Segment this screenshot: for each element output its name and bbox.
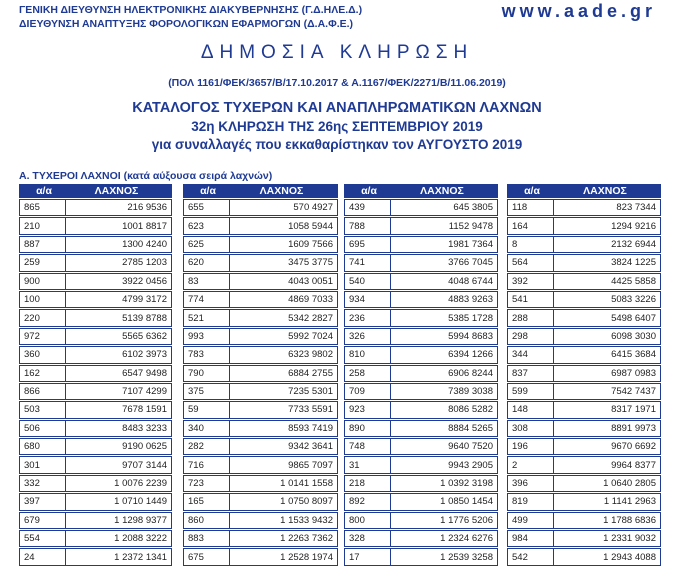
table-row — [19, 291, 172, 308]
table-row — [507, 548, 661, 565]
row-ticket-number: 1609 7566 — [288, 238, 333, 250]
row-aa: 790 — [184, 366, 230, 381]
row-ticket-number: 1300 4240 — [122, 238, 167, 250]
row-ticket-number: 4883 9263 — [448, 294, 493, 306]
row-ticket-number: 1294 9216 — [611, 220, 656, 232]
row-ticket-number: 9670 6692 — [611, 441, 656, 453]
row-aa: 788 — [345, 218, 391, 233]
row-aa: 972 — [20, 329, 66, 344]
row-ticket-number: 6323 9802 — [288, 349, 333, 361]
column-header-aa: α/α — [361, 185, 377, 197]
row-aa: 675 — [184, 549, 230, 564]
row-aa: 439 — [345, 200, 391, 215]
table-row — [344, 328, 498, 345]
row-ticket-number: 7107 4299 — [122, 386, 167, 398]
row-ticket-number: 6884 2755 — [288, 367, 333, 379]
row-aa: 542 — [508, 549, 554, 564]
row-aa: 923 — [345, 402, 391, 417]
row-aa: 625 — [184, 237, 230, 252]
table-row — [19, 217, 172, 234]
row-aa: 774 — [184, 292, 230, 307]
table-row — [507, 512, 661, 529]
table-row — [344, 401, 498, 418]
table-row — [19, 365, 172, 382]
table-row — [507, 365, 661, 382]
row-ticket-number: 6415 3684 — [611, 349, 656, 361]
table-row — [507, 309, 661, 326]
row-ticket-number: 5083 3226 — [611, 294, 656, 306]
row-aa: 59 — [184, 402, 230, 417]
row-ticket-number: 645 3805 — [453, 202, 493, 214]
table-row — [507, 346, 661, 363]
table-row — [183, 493, 338, 510]
website-link[interactable]: www.aade.gr — [501, 1, 656, 21]
row-aa: 800 — [345, 513, 391, 528]
row-aa: 503 — [20, 402, 66, 417]
page-title: ΔΗΜΟΣΙΑ ΚΛΗΡΩΣΗ — [200, 42, 474, 63]
table-row — [183, 420, 338, 437]
row-ticket-number: 823 7344 — [616, 202, 656, 214]
table-row — [19, 309, 172, 326]
row-aa: 288 — [508, 310, 554, 325]
row-aa: 819 — [508, 494, 554, 509]
row-ticket-number: 4869 7033 — [288, 294, 333, 306]
table-row — [19, 328, 172, 345]
row-ticket-number: 7235 5301 — [288, 386, 333, 398]
row-aa: 837 — [508, 366, 554, 381]
table-column-group — [507, 184, 661, 566]
row-aa: 375 — [184, 384, 230, 399]
table-row — [183, 273, 338, 290]
row-aa: 741 — [345, 255, 391, 270]
org-line-2: ΔΙΕΥΘΥΝΣΗ ΑΝΑΠΤΥΞΗΣ ΦΟΡΟΛΟΓΙΚΩΝ ΕΦΑΡΜΟΓΩΝ (Δ.Α.Φ.Ε.) — [19, 18, 354, 30]
table-row — [19, 199, 172, 216]
row-ticket-number: 1 2539 3258 — [440, 551, 493, 563]
row-aa: 31 — [345, 457, 391, 472]
table-row — [344, 438, 498, 455]
row-ticket-number: 9640 7520 — [448, 441, 493, 453]
row-aa: 196 — [508, 439, 554, 454]
row-aa: 623 — [184, 218, 230, 233]
table-row — [19, 438, 172, 455]
legal-reference: (ΠΟΛ 1161/ΦΕΚ/3657/Β/17.10.2017 & Α.1167/ΦΕΚ/2271/Β/11.06.2019) — [168, 77, 506, 89]
row-ticket-number: 1 0076 2239 — [114, 478, 167, 490]
row-ticket-number: 4425 5858 — [611, 275, 656, 287]
row-ticket-number: 570 4927 — [293, 202, 333, 214]
row-aa: 298 — [508, 329, 554, 344]
row-ticket-number: 9964 8377 — [611, 459, 656, 471]
row-aa: 340 — [184, 421, 230, 436]
row-aa: 8 — [508, 237, 554, 252]
row-ticket-number: 3824 1225 — [611, 257, 656, 269]
row-aa: 695 — [345, 237, 391, 252]
table-row — [507, 236, 661, 253]
draw-line: 32η ΚΛΗΡΩΣΗ ΤΗΣ 26ης ΣΕΠΤΕΜΒΡΙΟΥ 2019 — [191, 119, 483, 134]
table-row — [507, 530, 661, 547]
row-ticket-number: 1152 9478 — [448, 220, 493, 232]
row-ticket-number: 1 2263 7362 — [280, 533, 333, 545]
table-row — [183, 530, 338, 547]
table-row — [344, 456, 498, 473]
row-aa: 883 — [184, 531, 230, 546]
row-ticket-number: 6906 8244 — [448, 367, 493, 379]
row-ticket-number: 1 2088 3222 — [114, 533, 167, 545]
table-row — [344, 475, 498, 492]
row-ticket-number: 1001 8817 — [122, 220, 167, 232]
row-ticket-number: 1 2331 9032 — [603, 533, 656, 545]
row-ticket-number: 5342 2827 — [288, 312, 333, 324]
table-row — [19, 401, 172, 418]
table-row — [183, 438, 338, 455]
row-ticket-number: 9190 0625 — [122, 441, 167, 453]
section-title: Α. ΤΥΧΕΡΟΙ ΛΑΧΝΟΙ (κατά αύξουσα σειρά λαχνών) — [19, 170, 273, 182]
row-aa: 620 — [184, 255, 230, 270]
table-row — [344, 420, 498, 437]
row-ticket-number: 1981 7364 — [448, 238, 493, 250]
table-row — [183, 365, 338, 382]
row-aa: 866 — [20, 384, 66, 399]
row-ticket-number: 6547 9498 — [122, 367, 167, 379]
row-ticket-number: 1 1776 5206 — [440, 514, 493, 526]
row-aa: 993 — [184, 329, 230, 344]
row-aa: 162 — [20, 366, 66, 381]
row-ticket-number: 1 2372 1341 — [114, 551, 167, 563]
row-aa: 360 — [20, 347, 66, 362]
row-ticket-number: 1 1141 2963 — [603, 496, 656, 508]
row-ticket-number: 5565 6362 — [122, 330, 167, 342]
table-row — [507, 456, 661, 473]
row-aa: 301 — [20, 457, 66, 472]
row-aa: 100 — [20, 292, 66, 307]
table-row — [507, 328, 661, 345]
row-aa: 655 — [184, 200, 230, 215]
catalog-title: ΚΑΤΑΛΟΓΟΣ ΤΥΧΕΡΩΝ ΚΑΙ ΑΝΑΠΛΗΡΩΜΑΤΙΚΩΝ ΛΑΧΝΩΝ — [132, 100, 542, 116]
row-ticket-number: 4048 6744 — [448, 275, 493, 287]
table-row — [507, 383, 661, 400]
row-ticket-number: 4799 3172 — [122, 294, 167, 306]
row-aa: 397 — [20, 494, 66, 509]
row-aa: 554 — [20, 531, 66, 546]
row-ticket-number: 7678 1591 — [122, 404, 167, 416]
row-aa: 716 — [184, 457, 230, 472]
table-row — [507, 254, 661, 271]
row-aa: 748 — [345, 439, 391, 454]
table-row — [507, 199, 661, 216]
table-row — [507, 420, 661, 437]
row-aa: 540 — [345, 274, 391, 289]
table-row — [344, 383, 498, 400]
row-aa: 860 — [184, 513, 230, 528]
row-ticket-number: 216 9536 — [127, 202, 167, 214]
table-row — [507, 273, 661, 290]
row-aa: 148 — [508, 402, 554, 417]
table-row — [344, 548, 498, 565]
row-aa: 396 — [508, 476, 554, 491]
row-ticket-number: 1 2528 1974 — [280, 551, 333, 563]
table-row — [183, 254, 338, 271]
row-aa: 282 — [184, 439, 230, 454]
row-aa: 506 — [20, 421, 66, 436]
table-row — [507, 291, 661, 308]
table-header — [183, 184, 338, 198]
row-aa: 887 — [20, 237, 66, 252]
table-row — [183, 383, 338, 400]
row-ticket-number: 5139 8788 — [122, 312, 167, 324]
column-header-aa: α/α — [36, 185, 52, 197]
row-ticket-number: 3766 7045 — [448, 257, 493, 269]
table-row — [19, 420, 172, 437]
table-row — [183, 217, 338, 234]
row-ticket-number: 5994 8683 — [448, 330, 493, 342]
table-row — [19, 456, 172, 473]
row-aa: 890 — [345, 421, 391, 436]
row-aa: 326 — [345, 329, 391, 344]
row-ticket-number: 6098 3030 — [611, 330, 656, 342]
row-ticket-number: 5992 7024 — [288, 330, 333, 342]
row-ticket-number: 3475 3775 — [288, 257, 333, 269]
row-aa: 24 — [20, 549, 66, 564]
table-row — [19, 512, 172, 529]
row-ticket-number: 9943 2905 — [448, 459, 493, 471]
header-organization — [19, 3, 362, 31]
table-row — [344, 254, 498, 271]
row-ticket-number: 1 0640 2805 — [603, 478, 656, 490]
row-ticket-number: 1 0141 1558 — [280, 478, 333, 490]
row-ticket-number: 5385 1728 — [448, 312, 493, 324]
table-row — [19, 254, 172, 271]
table-row — [344, 493, 498, 510]
table-row — [507, 401, 661, 418]
row-aa: 17 — [345, 549, 391, 564]
row-ticket-number: 8317 1971 — [611, 404, 656, 416]
column-header-aa: α/α — [200, 185, 216, 197]
table-row — [183, 199, 338, 216]
row-ticket-number: 1 1788 6836 — [603, 514, 656, 526]
table-row — [344, 273, 498, 290]
row-ticket-number: 2785 1203 — [122, 257, 167, 269]
column-header-number: ΛΑΧΝΟΣ — [94, 185, 139, 197]
row-ticket-number: 9342 3641 — [288, 441, 333, 453]
row-aa: 599 — [508, 384, 554, 399]
table-row — [344, 236, 498, 253]
table-row — [507, 438, 661, 455]
row-aa: 783 — [184, 347, 230, 362]
table-row — [183, 328, 338, 345]
row-ticket-number: 8086 5282 — [448, 404, 493, 416]
row-ticket-number: 1 1533 9432 — [280, 514, 333, 526]
table-row — [19, 493, 172, 510]
table-row — [19, 236, 172, 253]
row-aa: 680 — [20, 439, 66, 454]
table-row — [183, 475, 338, 492]
row-aa: 220 — [20, 310, 66, 325]
row-aa: 344 — [508, 347, 554, 362]
table-row — [183, 456, 338, 473]
row-aa: 118 — [508, 200, 554, 215]
column-header-aa: α/α — [524, 185, 540, 197]
row-aa: 679 — [20, 513, 66, 528]
table-row — [344, 512, 498, 529]
row-aa: 165 — [184, 494, 230, 509]
period-line: για συναλλαγές που εκκαθαρίστηκαν τον ΑΥΓΟΥΣΤΟ 2019 — [151, 137, 523, 152]
row-aa: 308 — [508, 421, 554, 436]
row-ticket-number: 7542 7437 — [611, 386, 656, 398]
row-aa: 258 — [345, 366, 391, 381]
table-row — [507, 475, 661, 492]
table-row — [183, 309, 338, 326]
table-row — [19, 548, 172, 565]
table-row — [344, 365, 498, 382]
row-aa: 392 — [508, 274, 554, 289]
row-ticket-number: 8593 7419 — [288, 422, 333, 434]
table-row — [507, 493, 661, 510]
row-ticket-number: 7733 5591 — [288, 404, 333, 416]
row-ticket-number: 6394 1266 — [448, 349, 493, 361]
table-row — [344, 199, 498, 216]
table-row — [344, 530, 498, 547]
row-ticket-number: 1 0710 1449 — [114, 496, 167, 508]
row-aa: 332 — [20, 476, 66, 491]
row-ticket-number: 7389 3038 — [448, 386, 493, 398]
row-ticket-number: 9865 7097 — [288, 459, 333, 471]
table-row — [183, 346, 338, 363]
row-ticket-number: 2132 6944 — [611, 238, 656, 250]
row-aa: 521 — [184, 310, 230, 325]
row-aa: 236 — [345, 310, 391, 325]
row-ticket-number: 8483 3233 — [122, 422, 167, 434]
row-aa: 259 — [20, 255, 66, 270]
row-aa: 210 — [20, 218, 66, 233]
table-row — [183, 236, 338, 253]
row-aa: 83 — [184, 274, 230, 289]
row-ticket-number: 6987 0983 — [611, 367, 656, 379]
table-row — [19, 530, 172, 547]
row-aa: 541 — [508, 292, 554, 307]
table-row — [183, 401, 338, 418]
table-column-group — [19, 184, 172, 566]
column-header-number: ΛΑΧΝΟΣ — [420, 185, 464, 197]
table-header — [19, 184, 172, 198]
row-ticket-number: 1 1298 9377 — [114, 514, 167, 526]
table-row — [19, 383, 172, 400]
row-aa: 723 — [184, 476, 230, 491]
row-ticket-number: 8884 5265 — [448, 422, 493, 434]
table-row — [344, 309, 498, 326]
row-aa: 499 — [508, 513, 554, 528]
table-row — [19, 475, 172, 492]
row-ticket-number: 1 2943 4088 — [603, 551, 656, 563]
row-ticket-number: 5498 6407 — [611, 312, 656, 324]
row-ticket-number: 3922 0456 — [122, 275, 167, 287]
row-ticket-number: 1 2324 6276 — [440, 533, 493, 545]
row-ticket-number: 9707 3144 — [122, 459, 167, 471]
row-ticket-number: 1058 5944 — [288, 220, 333, 232]
table-header — [507, 184, 661, 198]
row-ticket-number: 4043 0051 — [288, 275, 333, 287]
row-ticket-number: 1 0392 3198 — [440, 478, 493, 490]
table-row — [344, 217, 498, 234]
column-header-number: ΛΑΧΝΟΣ — [583, 185, 627, 197]
row-aa: 709 — [345, 384, 391, 399]
row-aa: 934 — [345, 292, 391, 307]
table-column-group — [183, 184, 338, 566]
row-aa: 2 — [508, 457, 554, 472]
row-aa: 218 — [345, 476, 391, 491]
row-aa: 328 — [345, 531, 391, 546]
table-row — [19, 273, 172, 290]
table-row — [344, 346, 498, 363]
row-aa: 892 — [345, 494, 391, 509]
row-aa: 900 — [20, 274, 66, 289]
row-ticket-number: 8891 9973 — [611, 422, 656, 434]
table-row — [344, 291, 498, 308]
column-header-number: ΛΑΧΝΟΣ — [259, 185, 304, 197]
table-row — [19, 346, 172, 363]
row-ticket-number: 1 0850 1454 — [440, 496, 493, 508]
row-aa: 810 — [345, 347, 391, 362]
row-ticket-number: 6102 3973 — [122, 349, 167, 361]
table-header — [344, 184, 498, 198]
table-row — [183, 291, 338, 308]
row-ticket-number: 1 0750 8097 — [280, 496, 333, 508]
row-aa: 865 — [20, 200, 66, 215]
org-line-1: ΓΕΝΙΚΗ ΔΙΕΥΘΥΝΣΗ ΗΛΕΚΤΡΟΝΙΚΗΣ ΔΙΑΚΥΒΕΡΝΗΣΗΣ (Γ.Δ.ΗΛΕ.Δ.) — [19, 4, 363, 16]
row-aa: 984 — [508, 531, 554, 546]
table-row — [183, 512, 338, 529]
table-row — [507, 217, 661, 234]
table-row — [183, 548, 338, 565]
row-aa: 564 — [508, 255, 554, 270]
row-aa: 164 — [508, 218, 554, 233]
table-column-group — [344, 184, 498, 566]
